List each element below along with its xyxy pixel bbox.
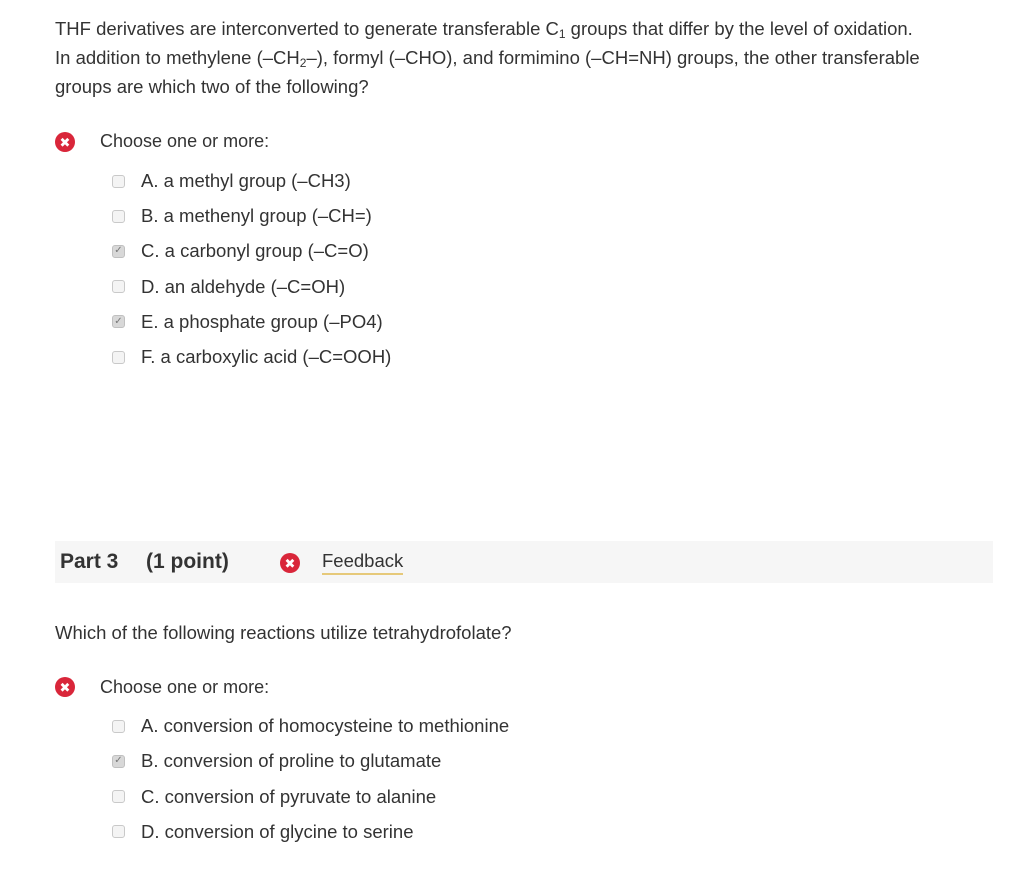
checkbox[interactable]: [112, 351, 125, 364]
incorrect-icon: ✖: [55, 132, 75, 152]
answer-option[interactable]: [112, 820, 414, 844]
answer-option[interactable]: [112, 239, 369, 263]
answer-option[interactable]: [112, 169, 351, 193]
checkbox[interactable]: [112, 720, 125, 733]
checked-checkbox[interactable]: ✓: [112, 245, 125, 258]
part2-question-line2: In addition to methylene $(-CH_2-)$, formyl (–CHO), and formimino (–CH=NH) groups, the other transferable: [55, 47, 920, 70]
part-points: (1 point): [146, 550, 229, 573]
part-title: Part 3: [60, 550, 119, 573]
incorrect-icon: ✖: [55, 677, 75, 697]
answer-option-label: F. a carboxylic acid (–C=OOH): [141, 346, 392, 367]
answer-option[interactable]: [112, 749, 441, 773]
part2-question-line3: groups are which two of the following?: [55, 76, 369, 97]
answer-option-label: D. an aldehyde (–C=OH): [141, 275, 346, 297]
answer-option[interactable]: [112, 275, 345, 299]
answer-option-label: C. conversion of pyruvate to alanine: [141, 785, 437, 807]
checkbox[interactable]: [112, 790, 125, 803]
part2-choose-label: Choose one or more:: [100, 131, 270, 151]
checkbox[interactable]: [112, 210, 125, 223]
part3-choose-label: Choose one or more:: [100, 677, 270, 697]
answer-option[interactable]: [112, 785, 436, 809]
answer-option-label: E. a phosphate group (–PO4): [141, 310, 383, 332]
feedback-link[interactable]: Feedback: [322, 550, 403, 575]
checkbox[interactable]: [112, 175, 125, 188]
answer-option-label: A. conversion of homocysteine to methionine: [141, 715, 510, 736]
checked-checkbox[interactable]: ✓: [112, 755, 125, 768]
answer-option[interactable]: [112, 714, 509, 738]
answer-option-label: D. conversion of glycine to serine: [141, 820, 414, 842]
answer-option-label: B. a methenyl group (–CH=): [141, 205, 372, 227]
part3-question: Which of the following reactions utilize tetrahydrofolate?: [55, 622, 512, 643]
incorrect-icon: ✖: [280, 553, 300, 573]
answer-option[interactable]: [112, 345, 391, 369]
checkbox[interactable]: [112, 280, 125, 293]
answer-option[interactable]: [112, 310, 383, 334]
checked-checkbox[interactable]: ✓: [112, 315, 125, 328]
answer-option-label: C. a carbonyl group (–C=O): [141, 240, 369, 262]
answer-option-label: A. a methyl group (–CH3): [141, 170, 351, 191]
checkbox[interactable]: [112, 825, 125, 838]
part2-question-line1: THF derivatives are interconverted to generate transferable $C_1$ groups that differ by the level of oxidation.: [55, 18, 913, 41]
part3-header: [55, 541, 993, 583]
answer-option[interactable]: [112, 204, 372, 228]
answer-option-label: B. conversion of proline to glutamate: [141, 750, 442, 772]
